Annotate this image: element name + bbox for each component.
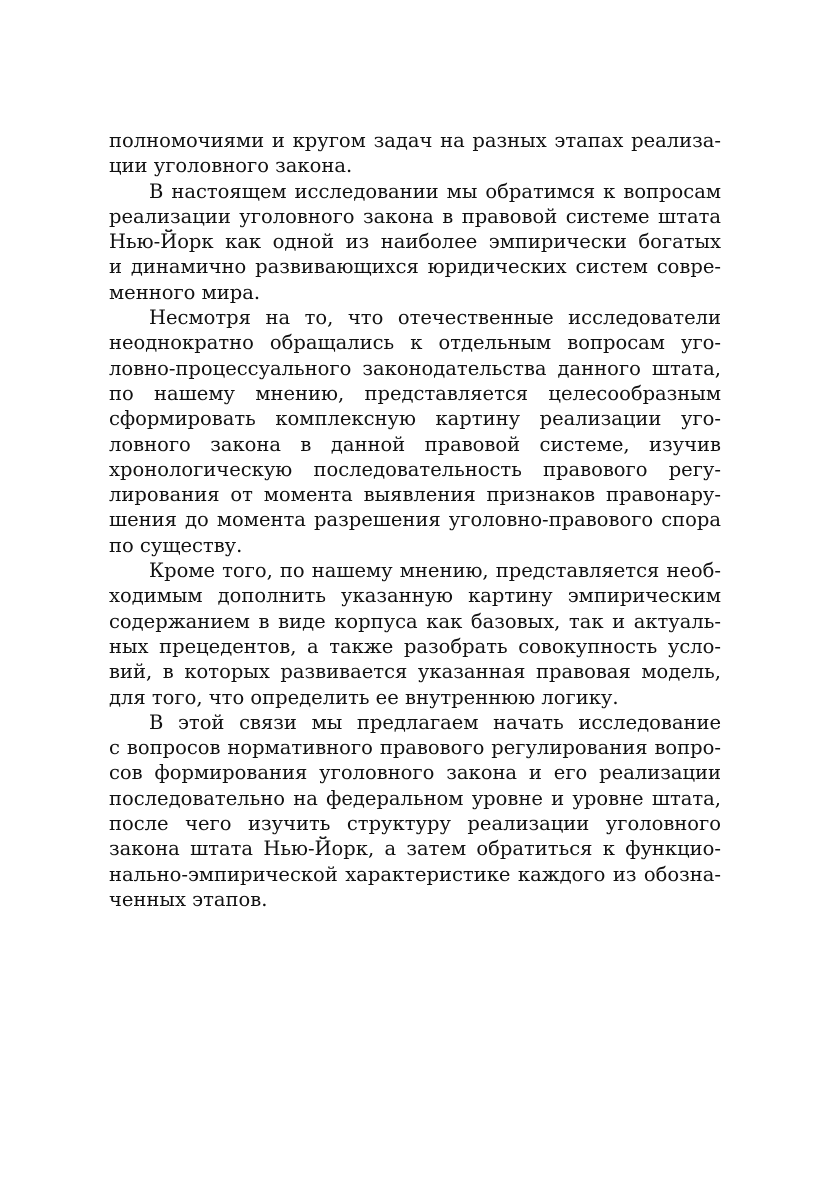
- text-line: нально-эмпирической характеристике каждого из обозна-: [109, 862, 721, 886]
- text-line: сформировать комплексную картину реализации уго-: [109, 407, 721, 431]
- paragraph-first-line: Кроме того, по нашему мнению, представляется необ-: [149, 559, 721, 583]
- text-line: реализации уголовного закона в правовой системе штата: [109, 204, 721, 228]
- text-line: по существу.: [109, 533, 243, 557]
- text-line: менного мира.: [109, 280, 261, 304]
- text-line: неоднократно обращались к отдельным вопросам уго-: [109, 331, 721, 355]
- text-line: для того, что определить ее внутреннюю логику.: [109, 685, 619, 709]
- text-line: лирования от момента выявления признаков правонару-: [109, 483, 721, 507]
- text-line: ловно-процессуального законодательства данного штата,: [109, 356, 721, 380]
- text-line: по нашему мнению, представляется целесообразным: [109, 381, 721, 405]
- text-line: шения до момента разрешения уголовно-правового спора: [109, 508, 721, 532]
- text-line: ловного закона в данной правовой системе, изучив: [109, 432, 721, 456]
- paragraph-first-line: В этой связи мы предлагаем начать исследование: [149, 710, 721, 734]
- text-line: с вопросов нормативного правового регулирования вопро-: [109, 736, 721, 760]
- text-line: Нью-Йорк как одной из наиболее эмпирически богатых: [109, 230, 721, 254]
- text-line: ции уголовного закона.: [109, 154, 353, 178]
- text-line: вий, в которых развивается указанная правовая модель,: [109, 660, 721, 684]
- body-text: [109, 128, 721, 912]
- text-line: ченных этапов.: [109, 887, 268, 911]
- text-line: полномочиями и кругом задач на разных этапах реализа-: [109, 129, 721, 152]
- text-line: ходимым дополнить указанную картину эмпирическим: [109, 584, 721, 608]
- text-line: после чего изучить структуру реализации уголовного: [109, 812, 721, 836]
- paragraph-first-line: Несмотря на то, что отечественные исследователи: [149, 306, 721, 330]
- paragraph-first-line: В настоящем исследовании мы обратимся к вопросам: [149, 179, 721, 203]
- text-line: содержанием в виде корпуса как базовых, так и актуаль-: [109, 609, 721, 633]
- text-line: сов формирования уголовного закона и его реализации: [109, 761, 721, 785]
- text-line: и динамично развивающихся юридических систем совре-: [109, 255, 721, 279]
- text-line: хронологическую последовательность правового регу-: [109, 457, 721, 481]
- text-line: ных прецедентов, а также разобрать совокупность усло-: [109, 634, 721, 658]
- text-line: последовательно на федеральном уровне и уровне штата,: [109, 786, 721, 810]
- text-line: закона штата Нью-Йорк, а затем обратиться к функцио-: [109, 837, 721, 861]
